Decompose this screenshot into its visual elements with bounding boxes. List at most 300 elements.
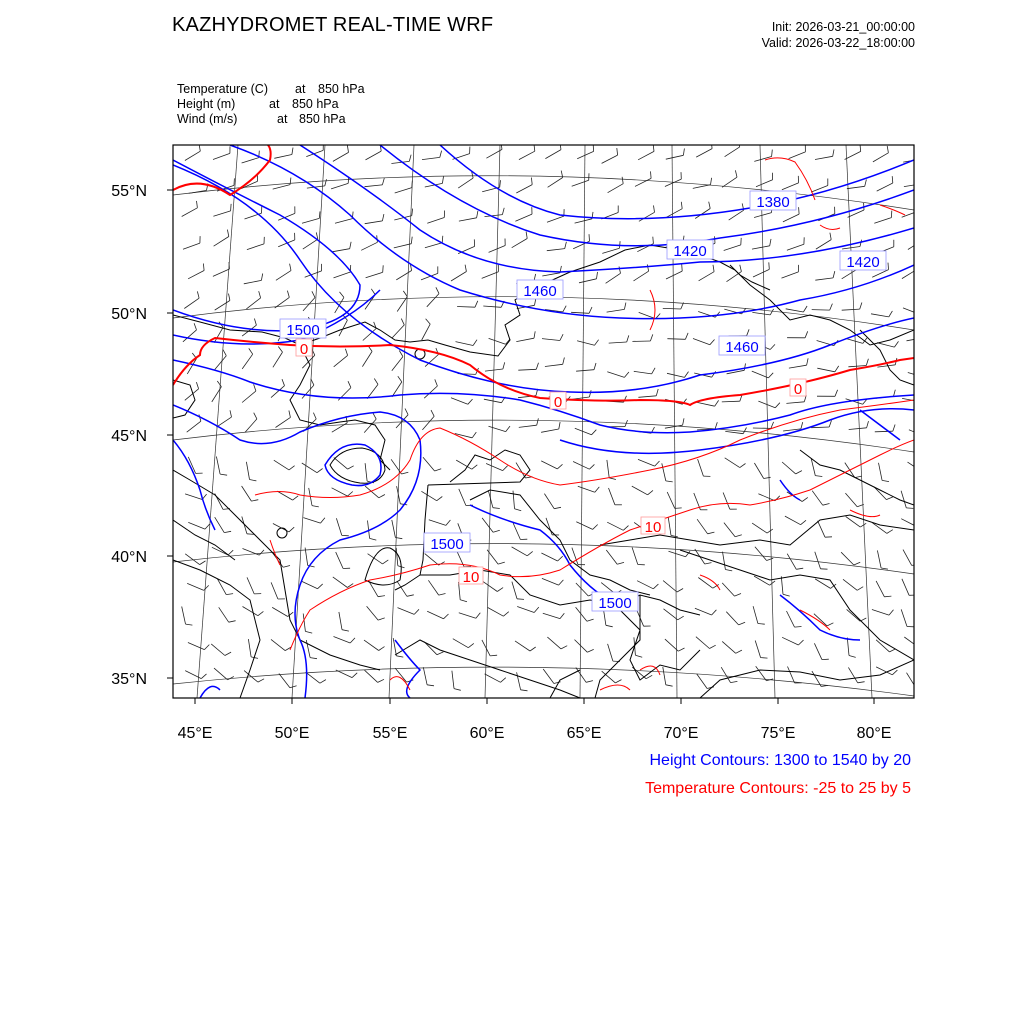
wind-barb bbox=[664, 609, 678, 620]
wind-barb-flag bbox=[920, 309, 925, 314]
wind-barb-flag bbox=[589, 464, 594, 469]
wind-barb-flag bbox=[444, 614, 449, 619]
wind-barb-flag bbox=[666, 481, 673, 482]
wind-barb bbox=[909, 430, 926, 437]
wind-barb-flag bbox=[708, 532, 715, 534]
wind-barb bbox=[818, 521, 825, 537]
wind-barb-flag bbox=[887, 146, 888, 153]
wind-barb-flag bbox=[348, 492, 353, 497]
wind-barb bbox=[422, 157, 440, 159]
wind-barb bbox=[783, 214, 799, 222]
wind-barb bbox=[512, 547, 528, 556]
wind-barb-flag bbox=[411, 237, 412, 244]
wind-barb-flag bbox=[799, 207, 800, 214]
wind-barb-flag bbox=[347, 146, 348, 153]
wind-barb bbox=[516, 338, 534, 341]
wind-barb bbox=[422, 324, 431, 340]
wind-barb bbox=[542, 273, 560, 276]
wind-barb bbox=[902, 269, 917, 278]
wind-barb bbox=[459, 582, 461, 600]
wind-barb bbox=[663, 581, 677, 592]
wind-barb bbox=[814, 614, 827, 626]
lon-label: 55°E bbox=[372, 725, 408, 742]
lat-label: 40°N bbox=[111, 549, 147, 566]
wind-barb bbox=[847, 186, 865, 188]
wind-barb bbox=[333, 577, 348, 588]
wind-barb-flag bbox=[435, 469, 442, 471]
wind-barb bbox=[788, 667, 795, 684]
wind-barb bbox=[396, 271, 411, 280]
wind-barb-flag bbox=[436, 287, 439, 293]
wind-barb bbox=[782, 272, 799, 278]
wind-barb-flag bbox=[916, 687, 923, 688]
wind-barb-flag bbox=[282, 379, 285, 386]
wind-barb bbox=[185, 151, 200, 160]
wind-barb-flag bbox=[606, 625, 613, 627]
wind-barb-flag bbox=[196, 382, 198, 389]
wind-barb-flag bbox=[678, 616, 684, 620]
height-legend: Height Contours: 1300 to 1540 by 20 bbox=[649, 752, 911, 769]
wind-barb bbox=[578, 486, 595, 492]
wind-barb bbox=[816, 240, 831, 250]
wind-barb bbox=[699, 272, 715, 281]
wind-barb bbox=[364, 640, 379, 650]
wind-barb-flag bbox=[768, 373, 773, 378]
wind-barb-flag bbox=[313, 413, 316, 419]
wind-barb bbox=[336, 518, 341, 535]
wind-barb bbox=[333, 152, 349, 161]
wind-barb bbox=[395, 668, 406, 682]
wind-barb bbox=[697, 519, 708, 534]
wind-barb-flag bbox=[407, 595, 414, 597]
wind-barb-flag bbox=[259, 550, 264, 555]
wind-barb-flag bbox=[892, 670, 897, 675]
wind-barb bbox=[272, 607, 288, 616]
wind-barb bbox=[485, 674, 501, 682]
wind-barb bbox=[576, 522, 592, 530]
wind-barb-flag bbox=[223, 350, 226, 356]
wind-barb-flag bbox=[829, 420, 831, 427]
wind-barb bbox=[786, 309, 804, 312]
wind-barb bbox=[602, 248, 619, 253]
wind-barb bbox=[609, 342, 627, 343]
wind-barb-flag bbox=[761, 658, 768, 659]
wind-barb-flag bbox=[293, 496, 299, 500]
wind-barb-flag bbox=[857, 587, 863, 591]
wind-barb-flag bbox=[292, 148, 293, 155]
wind-barb-flag bbox=[715, 422, 717, 429]
wind-barb-flag bbox=[325, 179, 327, 186]
wind-barb-flag bbox=[227, 230, 228, 237]
wind-barb-flag bbox=[412, 181, 413, 188]
wind-barb bbox=[365, 670, 378, 682]
wind-barb-flag bbox=[922, 177, 924, 184]
wind-barb-flag bbox=[769, 262, 770, 269]
wind-barb-flag bbox=[290, 264, 291, 271]
wind-barb bbox=[187, 421, 201, 432]
wind-barb bbox=[607, 522, 623, 530]
wind-barb-flag bbox=[735, 594, 742, 597]
wind-barb-flag bbox=[860, 523, 866, 527]
wind-barb bbox=[452, 671, 454, 689]
wind-barb-flag bbox=[758, 624, 765, 625]
wind-barb bbox=[726, 612, 738, 625]
wind-barb-flag bbox=[454, 689, 461, 691]
wind-barb-flag bbox=[254, 319, 256, 326]
wind-barb-flag bbox=[559, 580, 564, 585]
wind-barb bbox=[752, 523, 767, 533]
wind-barb-flag bbox=[589, 307, 592, 313]
wind-barb bbox=[214, 327, 223, 343]
wind-barb bbox=[276, 417, 291, 427]
wind-barb-flag bbox=[254, 413, 257, 419]
wind-barb bbox=[576, 668, 586, 683]
wind-barb bbox=[332, 423, 347, 432]
wind-barb bbox=[606, 550, 617, 564]
wind-barb bbox=[696, 637, 710, 649]
wind-barb bbox=[722, 401, 740, 402]
wind-barb-flag bbox=[197, 291, 199, 298]
wind-barb-flag bbox=[713, 265, 714, 272]
wind-barb bbox=[607, 460, 609, 478]
wind-barb bbox=[303, 518, 320, 524]
wind-barb-flag bbox=[740, 265, 742, 272]
wind-barb bbox=[693, 339, 710, 345]
wind-barb bbox=[547, 216, 564, 222]
init-time: Init: 2026-03-21_00:00:00 bbox=[771, 20, 915, 34]
wind-barb bbox=[489, 338, 506, 344]
wind-barb bbox=[519, 425, 537, 427]
wind-barb-flag bbox=[205, 524, 210, 529]
wind-barb-flag bbox=[531, 178, 532, 185]
wind-barb bbox=[693, 185, 711, 189]
wind-barb-flag bbox=[435, 379, 438, 386]
wind-barb bbox=[242, 391, 256, 403]
wind-barb-flag bbox=[587, 619, 594, 621]
lon-label: 60°E bbox=[469, 725, 505, 742]
wind-barb-flag bbox=[560, 613, 564, 618]
wind-barb bbox=[901, 609, 907, 626]
wind-barb bbox=[366, 272, 383, 277]
wind-barb-flag bbox=[460, 600, 467, 602]
wind-barb bbox=[392, 520, 396, 538]
wind-barb bbox=[755, 641, 760, 658]
wind-barb bbox=[637, 581, 653, 589]
wind-barb bbox=[607, 309, 625, 312]
wind-barb bbox=[544, 494, 554, 509]
wind-barb-flag bbox=[527, 551, 533, 555]
wind-barb bbox=[782, 462, 796, 474]
wind-barb-flag bbox=[743, 428, 746, 434]
temperature-contour-labels bbox=[296, 339, 806, 586]
wind-barb bbox=[361, 242, 377, 250]
wind-barb bbox=[276, 271, 291, 281]
wind-barb-flag bbox=[378, 679, 384, 682]
wind-barb bbox=[576, 583, 588, 596]
wind-barb-flag bbox=[917, 522, 922, 527]
wind-barb bbox=[752, 312, 770, 315]
wind-barb-flag bbox=[815, 476, 822, 477]
wind-barb bbox=[427, 218, 444, 224]
wind-barb-flag bbox=[886, 497, 893, 500]
wind-barb bbox=[872, 610, 889, 616]
wind-barb-flag bbox=[348, 466, 354, 469]
wind-barb-flag bbox=[382, 214, 384, 221]
wind-barb-flag bbox=[651, 171, 652, 178]
wind-barb bbox=[395, 188, 412, 193]
wind-barb bbox=[609, 488, 615, 505]
wind-barb bbox=[246, 298, 260, 309]
wind-barb-flag bbox=[830, 304, 833, 311]
wind-barb-flag bbox=[709, 202, 711, 209]
wind-barb bbox=[486, 464, 503, 471]
wind-barb-flag bbox=[589, 234, 590, 241]
wind-barb bbox=[542, 578, 559, 585]
wind-barb bbox=[752, 246, 770, 249]
wind-barb-flag bbox=[923, 468, 929, 472]
wind-barb-flag bbox=[536, 363, 538, 370]
wind-barb bbox=[365, 221, 383, 224]
wind-barb-flag bbox=[858, 682, 865, 683]
wind-barb-flag bbox=[403, 291, 407, 297]
wind-barb bbox=[904, 184, 922, 187]
wind-barb-flag bbox=[650, 334, 652, 341]
wind-barb-flag bbox=[617, 148, 618, 155]
wind-barb bbox=[666, 271, 682, 279]
height-label: 1380 bbox=[756, 194, 790, 211]
wind-barb bbox=[513, 523, 520, 540]
wind-barb-flag bbox=[801, 520, 806, 524]
meridian-grid bbox=[197, 145, 872, 698]
wind-barb-flag bbox=[317, 469, 323, 473]
wind-barb-flag bbox=[827, 623, 833, 626]
wind-barb bbox=[273, 352, 283, 367]
wind-barb bbox=[339, 612, 342, 630]
wind-barb-flag bbox=[767, 558, 774, 560]
wind-barb bbox=[789, 152, 806, 159]
wind-barb bbox=[482, 272, 499, 279]
wind-barb-flag bbox=[503, 466, 508, 471]
wind-barb-flag bbox=[352, 673, 357, 678]
wind-barb-flag bbox=[472, 432, 476, 438]
wind-barb-flag bbox=[882, 480, 889, 481]
wind-barb-flag bbox=[201, 674, 206, 679]
wind-barb-flag bbox=[592, 430, 597, 435]
wind-barb-flag bbox=[912, 565, 919, 566]
wind-barb bbox=[216, 457, 220, 475]
wind-barb-flag bbox=[530, 647, 536, 651]
wind-barb-flag bbox=[442, 177, 443, 184]
lat-label: 35°N bbox=[111, 671, 147, 688]
wind-barb bbox=[456, 342, 474, 346]
wind-barb-flag bbox=[312, 506, 319, 507]
wind-barb bbox=[725, 431, 743, 433]
wind-barb-flag bbox=[685, 333, 688, 339]
height-label: 1460 bbox=[725, 339, 759, 356]
wind-barb-flag bbox=[446, 520, 451, 525]
lon-label: 45°E bbox=[177, 725, 213, 742]
wind-barb bbox=[755, 547, 767, 561]
wind-barb bbox=[543, 669, 554, 684]
wind-barb-flag bbox=[204, 645, 209, 650]
wind-barb-flag bbox=[383, 560, 389, 564]
wind-barb-flag bbox=[197, 201, 198, 208]
wind-barb bbox=[573, 462, 589, 470]
wind-barb bbox=[787, 554, 796, 570]
wind-barb bbox=[722, 641, 736, 653]
wind-barb bbox=[302, 463, 317, 473]
wind-barb bbox=[334, 355, 348, 366]
wind-barb-flag bbox=[884, 596, 891, 597]
wind-barb-flag bbox=[477, 211, 478, 218]
wind-barb-flag bbox=[247, 534, 254, 535]
wind-barb bbox=[697, 674, 707, 689]
wind-barb bbox=[697, 402, 715, 406]
wind-barb bbox=[667, 492, 675, 508]
wind-barb bbox=[247, 577, 254, 594]
wind-barb bbox=[489, 426, 506, 431]
wind-barb-flag bbox=[220, 474, 227, 475]
wind-barb-flag bbox=[379, 495, 385, 498]
wind-barb-flag bbox=[468, 643, 474, 647]
wind-barb bbox=[812, 310, 830, 311]
wind-barb-flag bbox=[678, 648, 684, 651]
wind-barb bbox=[812, 491, 823, 506]
wind-barb-flag bbox=[526, 232, 527, 239]
wind-barb-flag bbox=[373, 413, 376, 419]
wind-barb bbox=[541, 461, 557, 469]
wind-barb-flag bbox=[378, 618, 385, 620]
wind-barb-flag bbox=[412, 209, 413, 216]
wind-barb-flag bbox=[503, 612, 508, 617]
wind-barb bbox=[518, 369, 536, 370]
wind-barb bbox=[723, 493, 730, 510]
wind-barb bbox=[273, 185, 290, 190]
wind-barb-flag bbox=[888, 263, 889, 270]
wind-barb-flag bbox=[340, 292, 344, 298]
wind-barb bbox=[845, 493, 857, 507]
wind-barb bbox=[365, 486, 379, 498]
wind-barb bbox=[602, 671, 616, 683]
wind-barb bbox=[904, 637, 919, 648]
wind-barb bbox=[459, 613, 476, 618]
wind-barb bbox=[786, 402, 804, 404]
wind-barb-flag bbox=[924, 331, 925, 338]
wind-barb bbox=[392, 357, 403, 371]
wind-barb-flag bbox=[289, 527, 294, 532]
wind-barb bbox=[517, 607, 534, 613]
temperature-label: 0 bbox=[299, 341, 309, 358]
wind-barb-flag bbox=[231, 204, 232, 211]
wind-barb-flag bbox=[866, 359, 868, 366]
wind-barb bbox=[242, 158, 259, 163]
wind-barb bbox=[271, 386, 285, 398]
temperature-label: 0 bbox=[553, 394, 563, 411]
temperature-contours bbox=[173, 145, 914, 690]
wind-barb bbox=[517, 672, 521, 690]
wind-barb bbox=[515, 641, 530, 651]
wind-barb bbox=[219, 607, 229, 622]
wind-barb-flag bbox=[830, 233, 831, 240]
wind-barb-flag bbox=[893, 425, 895, 432]
wind-barb-flag bbox=[534, 331, 535, 338]
wind-barb-flag bbox=[683, 148, 684, 155]
wind-barb bbox=[575, 640, 588, 653]
wind-barb-flag bbox=[916, 262, 917, 269]
wind-barb-flag bbox=[624, 372, 629, 377]
lake-marker bbox=[277, 528, 287, 538]
wind-barb-flag bbox=[493, 530, 500, 532]
wind-barb-flag bbox=[350, 638, 355, 643]
wind-barb-flag bbox=[398, 376, 402, 382]
wind-barb-flag bbox=[635, 655, 642, 657]
wind-barb-flag bbox=[472, 465, 478, 469]
wind-barb bbox=[332, 488, 348, 496]
wind-barb-flag bbox=[731, 681, 738, 682]
wind-barb-flag bbox=[887, 530, 893, 534]
wind-barb bbox=[427, 294, 439, 307]
wind-barb bbox=[668, 518, 671, 536]
wind-barb bbox=[332, 249, 350, 252]
wind-barb bbox=[541, 429, 559, 432]
wind-barb-flag bbox=[563, 358, 565, 365]
wind-barb bbox=[781, 576, 783, 594]
wind-barb bbox=[754, 213, 771, 218]
wind-barb bbox=[723, 552, 726, 570]
wind-barb-flag bbox=[186, 624, 193, 625]
wind-barb bbox=[215, 301, 230, 311]
wind-barb bbox=[182, 607, 186, 625]
wind-barb bbox=[425, 243, 442, 248]
wind-barb-flag bbox=[593, 525, 598, 530]
wind-barb-flag bbox=[860, 303, 862, 310]
wind-barb-flag bbox=[348, 381, 351, 387]
wind-barb bbox=[785, 516, 801, 525]
wind-barb bbox=[638, 396, 656, 398]
wind-barb bbox=[334, 458, 348, 470]
wind-barb-flag bbox=[744, 363, 745, 370]
wind-barb-flag bbox=[654, 205, 655, 212]
lon-label: 70°E bbox=[663, 725, 699, 742]
wind-barb-flag bbox=[770, 344, 775, 349]
wind-barb bbox=[842, 309, 860, 310]
wind-barb bbox=[879, 463, 883, 481]
wind-barb bbox=[634, 371, 652, 374]
wind-barb-flag bbox=[835, 366, 839, 372]
field-height: Height (m) at 850 hPa bbox=[177, 97, 339, 111]
wind-barb bbox=[247, 244, 264, 250]
wind-barb bbox=[213, 211, 230, 216]
wind-barb bbox=[877, 343, 894, 347]
wind-barb bbox=[789, 365, 807, 368]
wind-barb bbox=[453, 639, 469, 648]
wind-barb-flag bbox=[801, 422, 803, 429]
wind-barb bbox=[428, 580, 438, 595]
wind-barb bbox=[902, 579, 909, 596]
wind-barb-flag bbox=[378, 596, 385, 597]
wind-barb-flag bbox=[261, 274, 262, 281]
wind-barb-flag bbox=[807, 358, 809, 365]
wind-barb-flag bbox=[764, 477, 771, 478]
wind-barb-flag bbox=[854, 562, 860, 565]
wind-barb-flag bbox=[278, 347, 282, 353]
wind-barb bbox=[543, 613, 560, 618]
wind-barb bbox=[215, 517, 225, 532]
wind-barb-flag bbox=[203, 264, 204, 271]
country-borders bbox=[173, 245, 914, 698]
wind-barb-flag bbox=[920, 396, 924, 402]
wind-barb bbox=[669, 551, 686, 556]
